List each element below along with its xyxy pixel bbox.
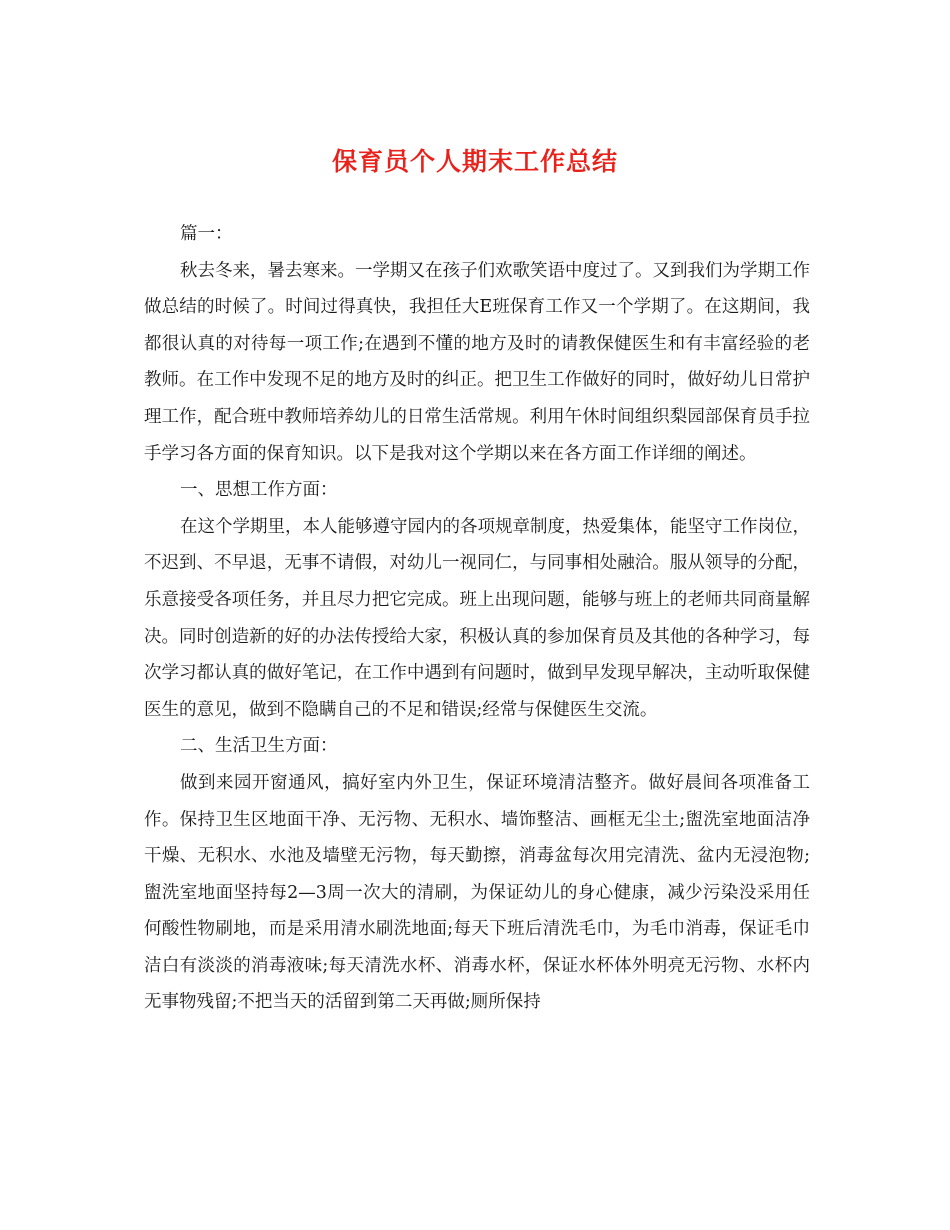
document-title: 保育员个人期末工作总结 xyxy=(331,147,618,176)
document-body xyxy=(144,216,810,1021)
paragraph-intro: 秋去冬来，暑去寒来。一学期又在孩子们欢歌笑语中度过了。又到我们为学期工作做总结的时候了。时间过得真快，我担任大E班保育工作又一个学期了。在这期间，我都很认真的对待每一项工作;在遇到不懂的地方及时的请教保健医生和有丰富经验的老教师。在工作中发现不足的地方及时的纠正。把卫生工作做好的同时，做好幼儿日常护理工作，配合班中教师培养幼儿的日常生活常规。利用午休时间组织梨园部保育员手拉手学习各方面的保育知识。以下是我对这个学期以来在各方面工作详细的阐述。 xyxy=(144,260,810,464)
section-heading-hygiene: 二、生活卫生方面： xyxy=(180,736,338,757)
paragraph-thought-work: 在这个学期里，本人能够遵守园内的各项规章制度，热爱集体，能坚守工作岗位，不迟到、不早退，无事不请假，对幼儿一视同仁，与同事相处融洽。服从领导的分配，乐意接受各项任务，并且尽力把它完成。班上出现问题，能够与班上的老师共同商量解决。同时创造新的好的办法传授给大家，积极认真的参加保育员及其他的各种学习，每次学习都认真的做好笔记，在工作中遇到有问题时，做到早发现早解决，主动听取保健医生的意见，做到不隐瞒自己的不足和错误;经常与保健医生交流。 xyxy=(144,516,810,720)
paragraph-hygiene: 做到来园开窗通风，搞好室内外卫生，保证环境清洁整齐。做好晨间各项准备工作。保持卫生区地面干净、无污物、无积水、墙饰整洁、画框无尘土;盥洗室地面洁净干燥、无积水、水池及墙壁无污物，每天勤擦，消毒盆每次用完清洗、盆内无浸泡物;盥洗室地面坚持每2—3周一次大的清刷，为保证幼儿的身心健康，减少污染没采用任何酸性物刷地，而是采用清水刷洗地面;每天下班后清洗毛巾，为毛巾消毒，保证毛巾洁白有淡淡的消毒液味;每天清洗水杯、消毒水杯，保证水杯体外明亮无污物、水杯内无事物残留;不把当天的活留到第二天再做;厕所保持 xyxy=(144,772,810,1013)
section-heading-part-one: 篇一： xyxy=(180,224,233,244)
section-heading-thought-work: 一、思想工作方面： xyxy=(180,480,338,501)
